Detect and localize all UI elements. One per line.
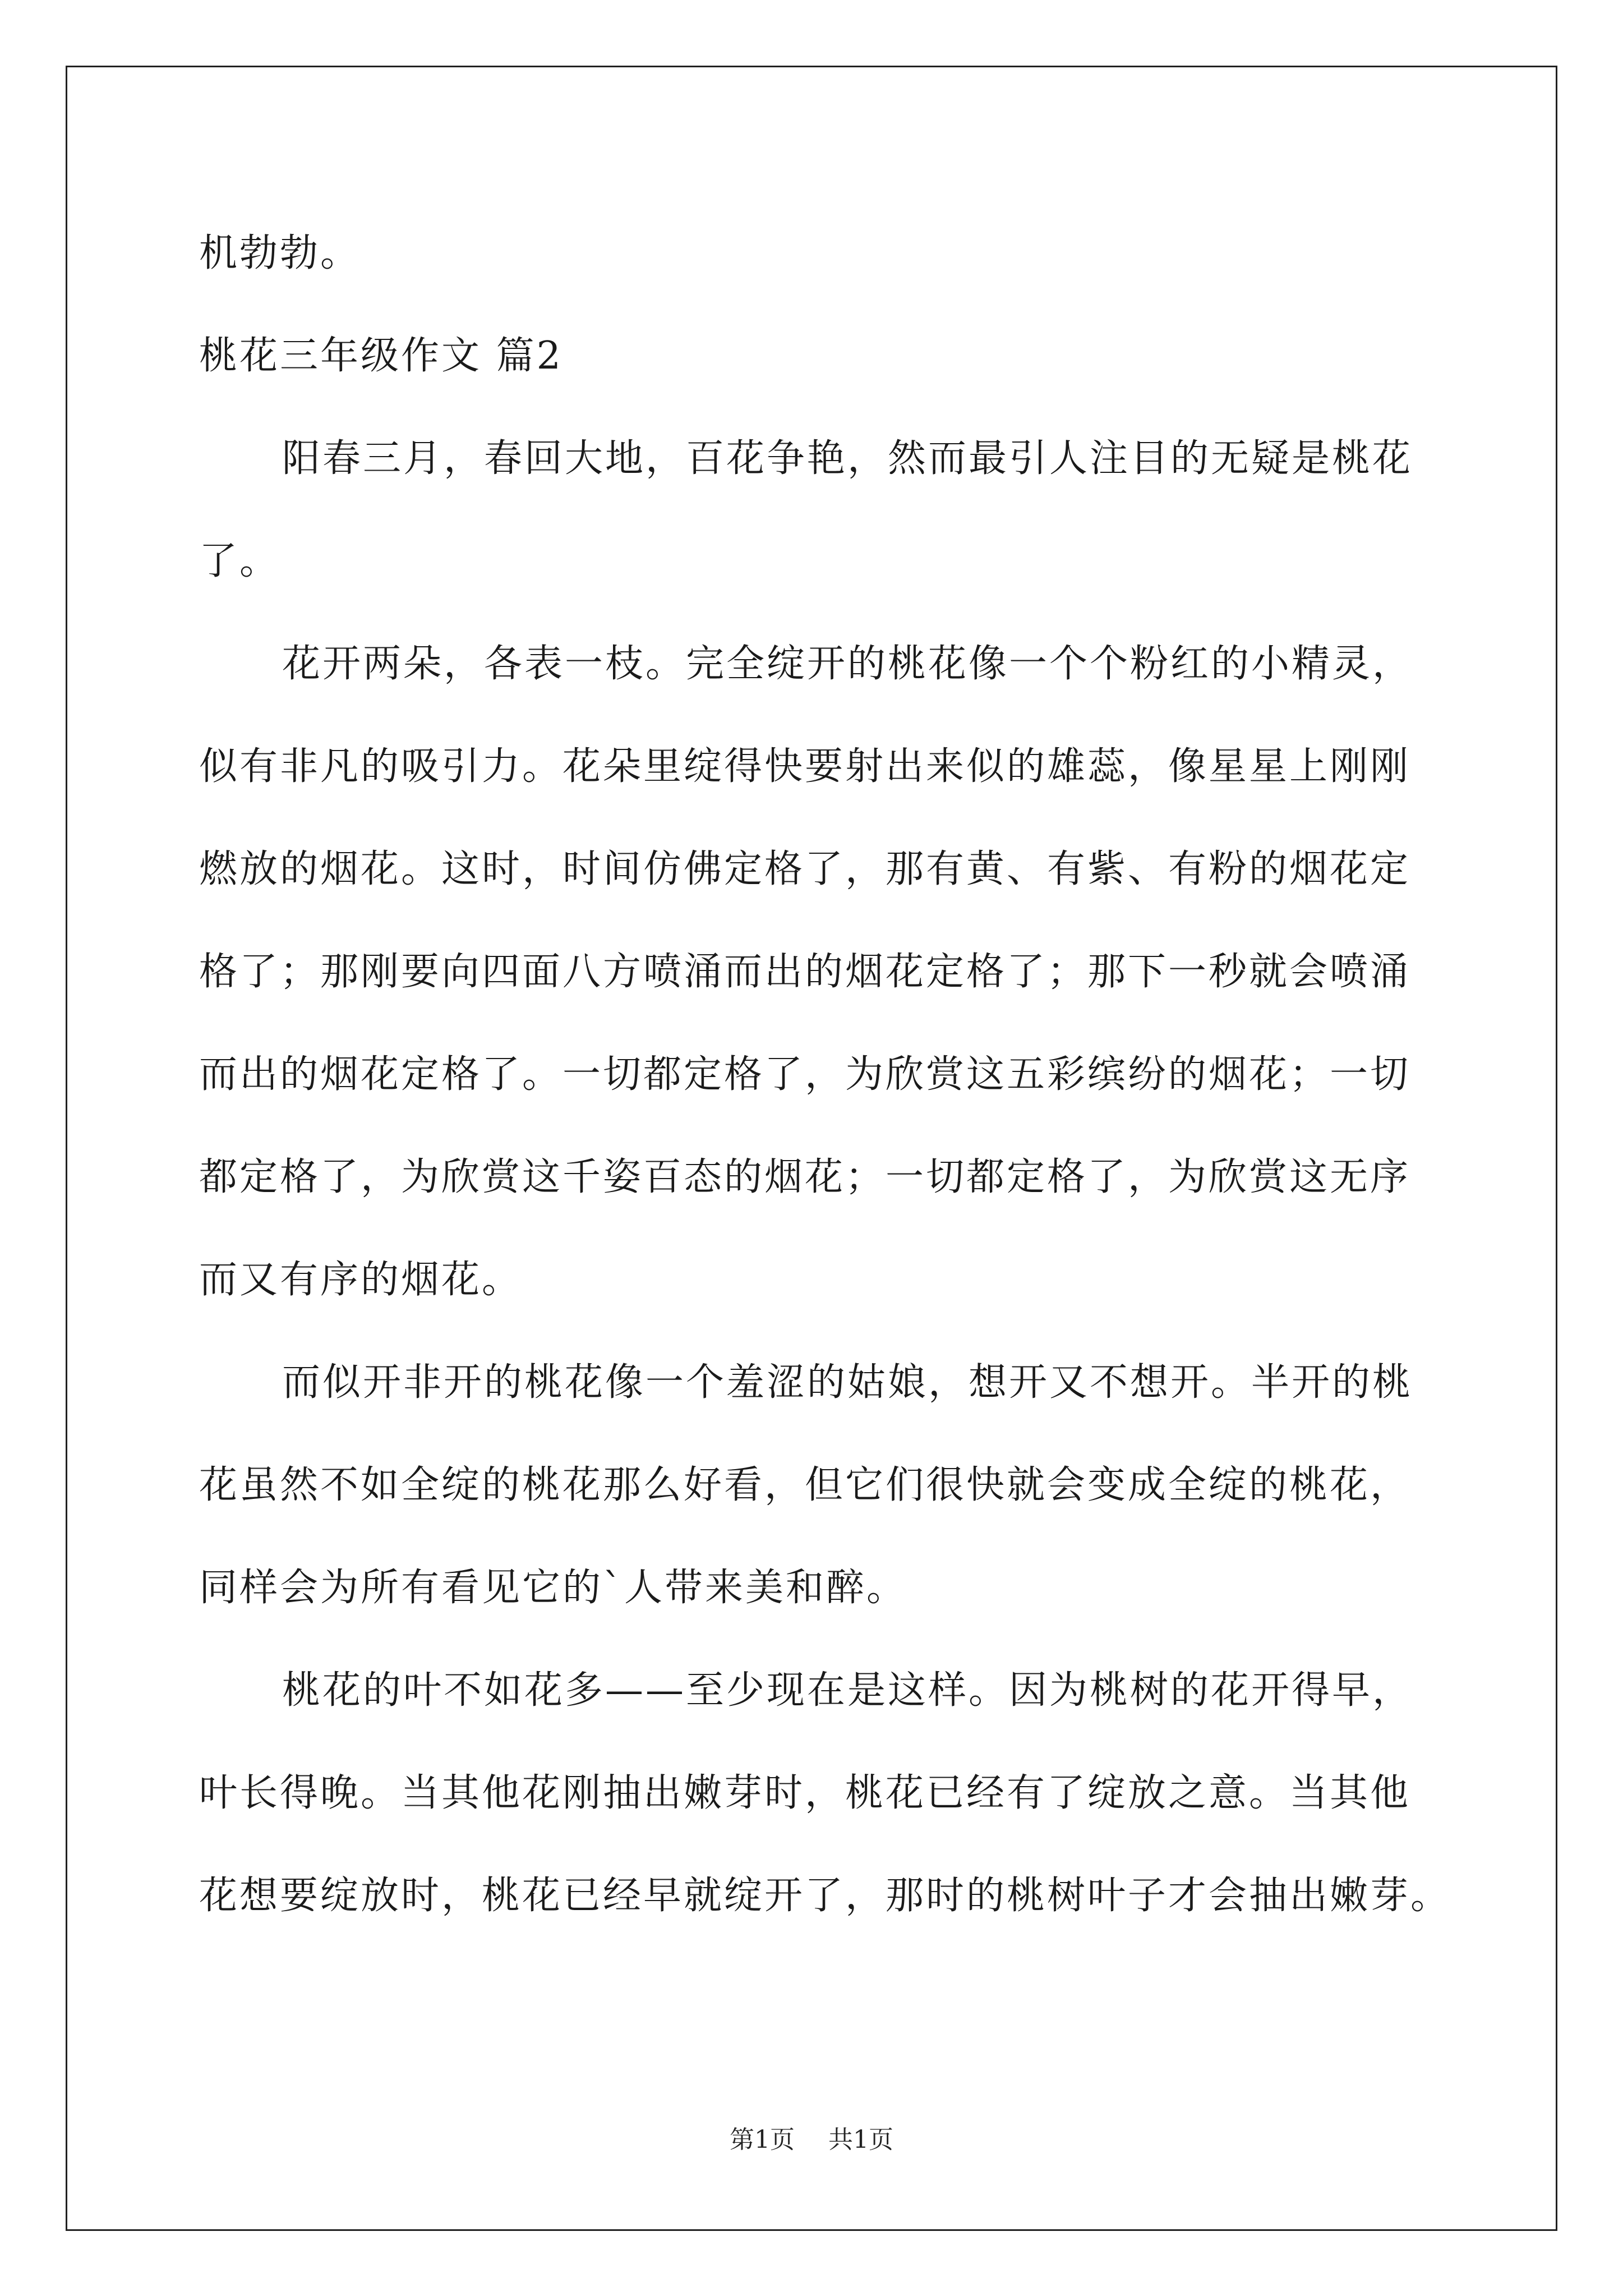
page-footer bbox=[0, 2123, 1623, 2157]
page-number: 第1页 bbox=[730, 2125, 795, 2154]
document-body bbox=[199, 202, 1455, 1947]
paragraph-line: 花想要绽放时，桃花已经早就绽开了，那时的桃树叶子才会抽出嫩芽。 bbox=[199, 1874, 1451, 1918]
paragraph-line: 同样会为所有看见它的`人带来美和醉。 bbox=[199, 1566, 907, 1610]
paragraph-line: 而似开非开的桃花像一个羞涩的姑娘，想开又不想开。半开的桃 bbox=[282, 1360, 1413, 1405]
paragraph-line: 燃放的烟花。这时，时间仿佛定格了，那有黄、有紫、有粉的烟花定 bbox=[199, 847, 1411, 891]
paragraph-line: 了。 bbox=[199, 539, 280, 583]
paragraph-line: 而又有序的烟花。 bbox=[199, 1258, 523, 1302]
paragraph-line: 阳春三月，春回大地，百花争艳，然而最引人注目的无疑是桃花 bbox=[282, 436, 1413, 481]
paragraph-line: 而出的烟花定格了。一切都定格了，为欣赏这五彩缤纷的烟花；一切 bbox=[199, 1052, 1411, 1097]
section-heading: 桃花三年级作文 篇2 bbox=[199, 334, 563, 378]
paragraph-line: 都定格了，为欣赏这千姿百态的烟花；一切都定格了，为欣赏这无序 bbox=[199, 1155, 1411, 1199]
paragraph-line: 似有非凡的吸引力。花朵里绽得快要射出来似的雄蕊，像星星上刚刚 bbox=[199, 744, 1411, 789]
paragraph-line: 格了；那刚要向四面八方喷涌而出的烟花定格了；那下一秒就会喷涌 bbox=[199, 950, 1411, 994]
page-total: 共1页 bbox=[828, 2125, 893, 2154]
text-line: 机勃勃。 bbox=[199, 231, 361, 275]
paragraph-line: 桃花的叶不如花多——至少现在是这样。因为桃树的花开得早， bbox=[282, 1668, 1413, 1713]
paragraph-line: 花开两朵，各表一枝。完全绽开的桃花像一个个粉红的小精灵， bbox=[282, 642, 1413, 686]
paragraph-line: 叶长得晚。当其他花刚抽出嫩芽时，桃花已经有了绽放之意。当其他 bbox=[199, 1771, 1411, 1815]
paragraph-line: 花虽然不如全绽的桃花那么好看，但它们很快就会变成全绽的桃花， bbox=[199, 1463, 1411, 1507]
